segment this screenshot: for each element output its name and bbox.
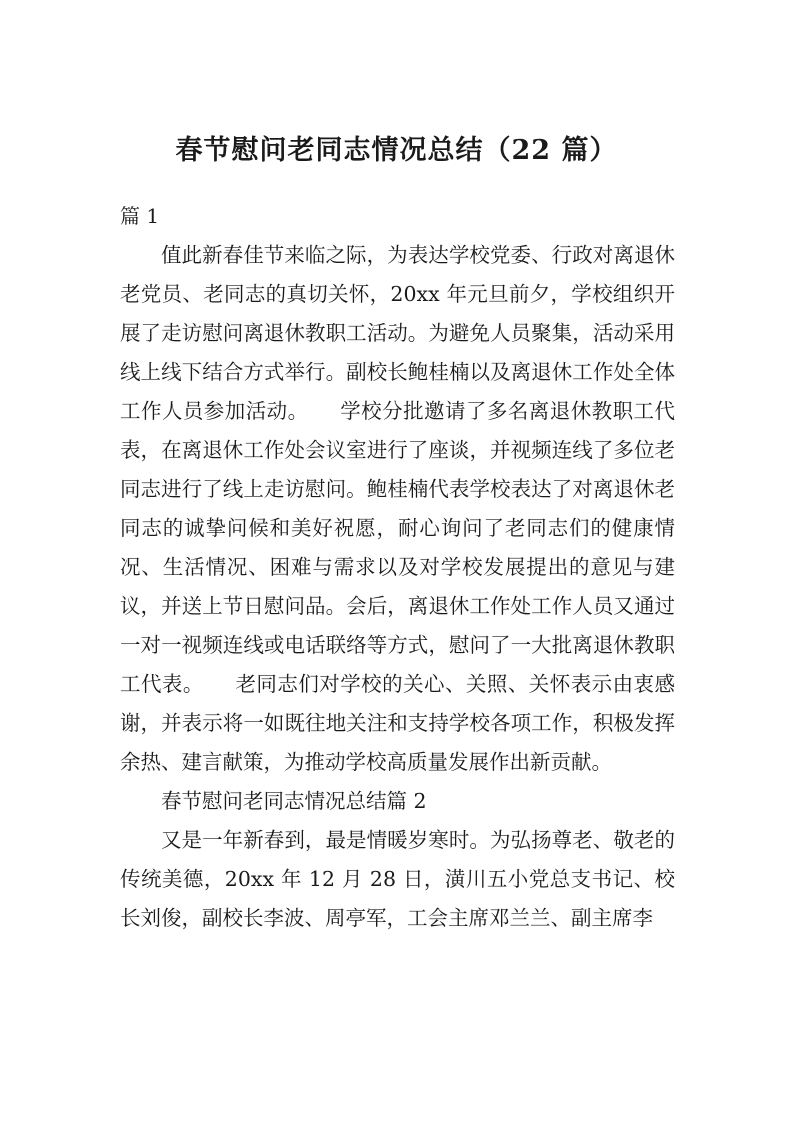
section-heading-1: 篇 1 [120,204,160,228]
document-title: 春节慰问老同志情况总结（22 篇） [175,135,618,166]
section-heading-2: 春节慰问老同志情况总结篇 2 [161,789,427,813]
document-body [120,236,675,938]
paragraph-1: 值此新春佳节来临之际，为表达学校党委、行政对离退休老党员、老同志的真切关怀，20xx 年元旦前夕，学校组织开展了走访慰问离退休教职工活动。为避免人员聚集，活动采用线上线下结合方式举行。副校长鲍桂楠以及离退休工作处全体工作人员参加活动。 学校分批邀请了多名离退休教职工代表，在离退休工作处会议室进行了座谈，并视频连线了多位老同志进行了线上走访慰问。鲍桂楠代表学校表达了对离退休老同志的诚挚问候和美好祝愿，耐心询问了老同志们的健康情况、生活情况、困难与需求以及对学校发展提出的意见与建议，并送上节日慰问品。会后，离退休工作处工作人员又通过一对一视频连线或电话联络等方式，慰问了一大批离退休教职工代表。 老同志们对学校的关心、关照、关怀表示由衷感谢，并表示将一如既往地关注和支持学校各项工作，积极发挥余热、建言献策，为推动学校高质量发展作出新贡献。 [120,243,675,774]
paragraph-2: 又是一年新春到，最是情暖岁寒时。为弘扬尊老、敬老的传统美德，20xx 年 12 月 28 日，潢川五小党总支书记、校长刘俊，副校长李波、周亭军，工会主席邓兰兰、副主席李 [120,828,675,930]
